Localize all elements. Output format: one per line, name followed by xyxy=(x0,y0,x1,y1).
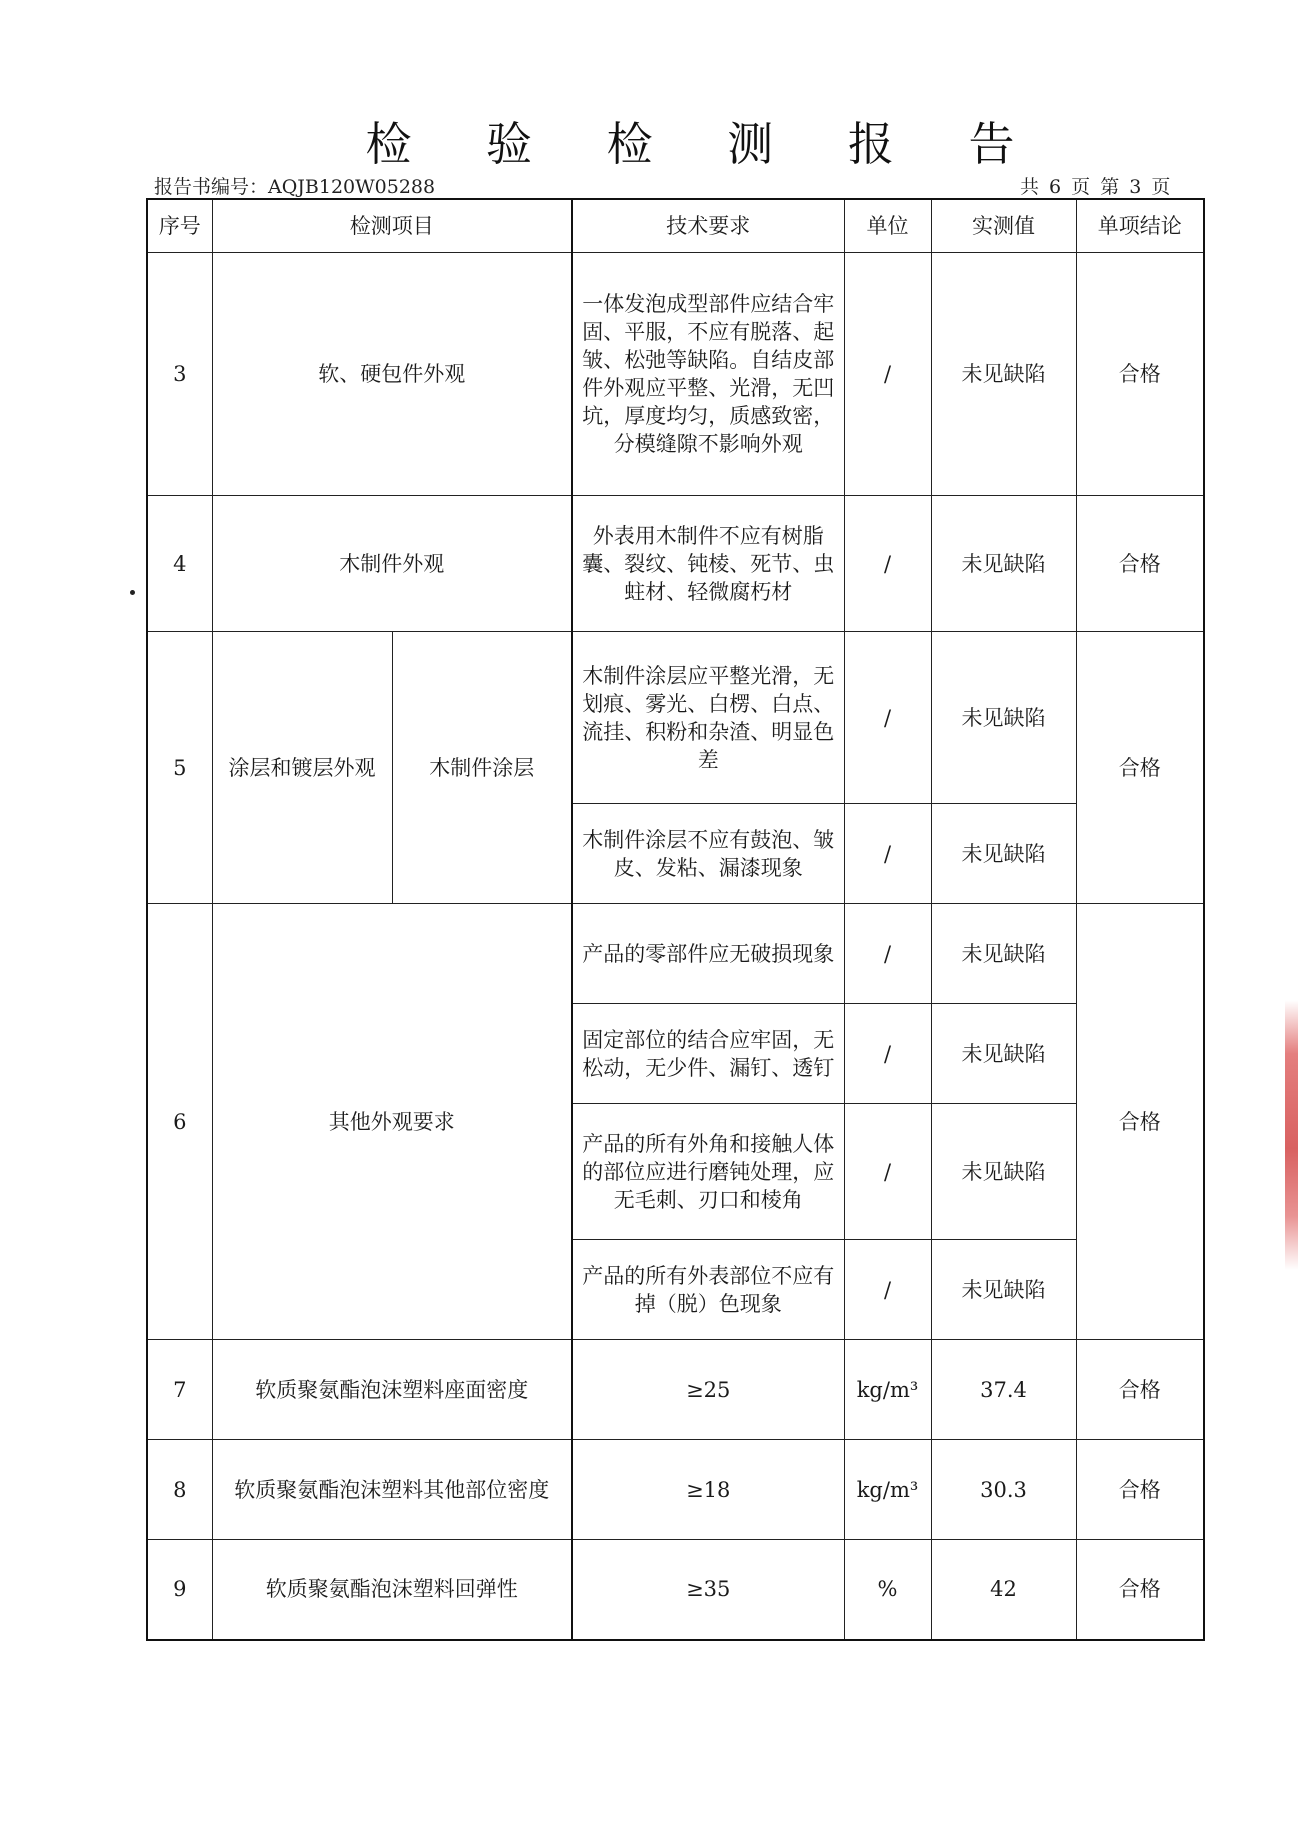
row-result: 合格 xyxy=(1076,904,1204,1340)
row-unit: / xyxy=(844,253,931,496)
page-info: 共 6 页 第 3 页 xyxy=(1020,176,1173,198)
row-unit: / xyxy=(844,1240,931,1340)
header-requirement: 技术要求 xyxy=(572,199,844,253)
row-value: 42 xyxy=(931,1540,1076,1640)
scan-speck xyxy=(130,590,135,595)
header-result: 单项结论 xyxy=(1076,199,1204,253)
row-requirement: 产品的所有外表部位不应有掉（脱）色现象 xyxy=(572,1240,844,1340)
row-item: 其他外观要求 xyxy=(212,904,572,1340)
table-header-row xyxy=(147,199,1204,253)
row-requirement: ≥35 xyxy=(572,1540,844,1640)
row-item: 软质聚氨酯泡沫塑料其他部位密度 xyxy=(212,1440,572,1540)
row-item: 软质聚氨酯泡沫塑料座面密度 xyxy=(212,1340,572,1440)
table-row xyxy=(147,253,1204,496)
row-result: 合格 xyxy=(1076,496,1204,632)
row-requirement: 木制件涂层不应有鼓泡、皱皮、发粘、漏漆现象 xyxy=(572,804,844,904)
row-value: 未见缺陷 xyxy=(931,1240,1076,1340)
row-no: 3 xyxy=(147,253,212,496)
row-value: 37.4 xyxy=(931,1340,1076,1440)
row-no: 5 xyxy=(147,632,212,904)
report-title: 检 验 检 测 报 告 xyxy=(365,117,1045,171)
row-subitem: 木制件涂层 xyxy=(392,632,572,904)
row-value: 未见缺陷 xyxy=(931,496,1076,632)
header-item: 检测项目 xyxy=(212,199,572,253)
table-row xyxy=(147,1540,1204,1640)
row-value: 未见缺陷 xyxy=(931,804,1076,904)
row-result: 合格 xyxy=(1076,1340,1204,1440)
table-row xyxy=(147,904,1204,1004)
row-result: 合格 xyxy=(1076,1440,1204,1540)
table-row xyxy=(147,1340,1204,1440)
row-value: 30.3 xyxy=(931,1440,1076,1540)
row-result: 合格 xyxy=(1076,1540,1204,1640)
row-requirement: 外表用木制件不应有树脂囊、裂纹、钝棱、死节、虫蛀材、轻微腐朽材 xyxy=(572,496,844,632)
row-value: 未见缺陷 xyxy=(931,632,1076,804)
row-item: 软、硬包件外观 xyxy=(212,253,572,496)
row-no: 9 xyxy=(147,1540,212,1640)
row-no: 6 xyxy=(147,904,212,1340)
row-no: 7 xyxy=(147,1340,212,1440)
row-requirement: 固定部位的结合应牢固，无松动，无少件、漏钉、透钉 xyxy=(572,1004,844,1104)
row-requirement: 产品的所有外角和接触人体的部位应进行磨钝处理，应无毛刺、刃口和棱角 xyxy=(572,1104,844,1240)
row-value: 未见缺陷 xyxy=(931,253,1076,496)
header-unit: 单位 xyxy=(844,199,931,253)
table-row xyxy=(147,496,1204,632)
row-result: 合格 xyxy=(1076,632,1204,904)
row-unit: / xyxy=(844,1104,931,1240)
row-unit: / xyxy=(844,904,931,1004)
row-item: 涂层和镀层外观 xyxy=(212,632,392,904)
row-result: 合格 xyxy=(1076,253,1204,496)
row-unit: kg/m³ xyxy=(844,1440,931,1540)
row-unit: / xyxy=(844,804,931,904)
row-unit: / xyxy=(844,632,931,804)
row-requirement: ≥25 xyxy=(572,1340,844,1440)
row-requirement: ≥18 xyxy=(572,1440,844,1540)
header-value: 实测值 xyxy=(931,199,1076,253)
row-requirement: 产品的零部件应无破损现象 xyxy=(572,904,844,1004)
row-no: 8 xyxy=(147,1440,212,1540)
row-no: 4 xyxy=(147,496,212,632)
inspection-table xyxy=(146,198,1205,1641)
row-unit: / xyxy=(844,1004,931,1104)
header-no: 序号 xyxy=(147,199,212,253)
row-value: 未见缺陷 xyxy=(931,1104,1076,1240)
seal-stamp-edge xyxy=(1285,1000,1298,1270)
row-item: 软质聚氨酯泡沫塑料回弹性 xyxy=(212,1540,572,1640)
row-unit: / xyxy=(844,496,931,632)
row-value: 未见缺陷 xyxy=(931,904,1076,1004)
row-item: 木制件外观 xyxy=(212,496,572,632)
report-number: 报告书编号：AQJB120W05288 xyxy=(154,176,436,198)
row-requirement: 一体发泡成型部件应结合牢固、平服，不应有脱落、起皱、松弛等缺陷。自结皮部件外观应平整、光滑，无凹坑，厚度均匀，质感致密，分模缝隙不影响外观 xyxy=(572,253,844,496)
table-row xyxy=(147,1440,1204,1540)
row-value: 未见缺陷 xyxy=(931,1004,1076,1104)
row-unit: kg/m³ xyxy=(844,1340,931,1440)
row-requirement: 木制件涂层应平整光滑，无划痕、雾光、白楞、白点、流挂、积粉和杂渣、明显色差 xyxy=(572,632,844,804)
row-unit: % xyxy=(844,1540,931,1640)
table-row xyxy=(147,632,1204,804)
